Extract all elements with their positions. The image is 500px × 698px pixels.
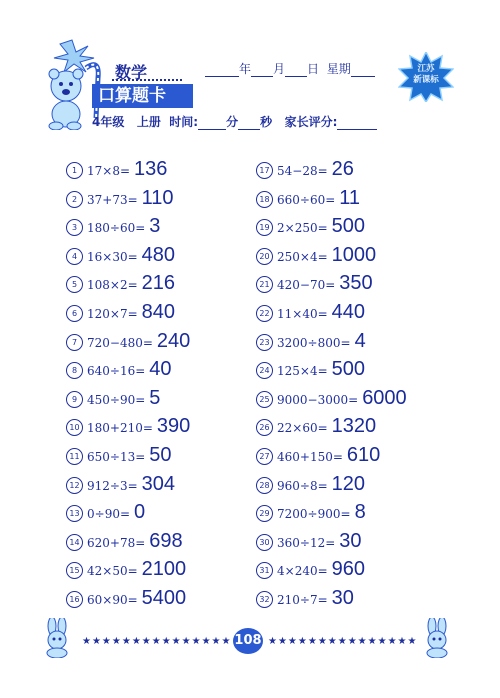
problem-number: 31 xyxy=(256,562,273,579)
problem-expression: 210÷7= xyxy=(277,593,328,607)
month-blank[interactable] xyxy=(251,64,273,77)
problem-number: 10 xyxy=(66,419,83,436)
handwritten-answer[interactable]: 500 xyxy=(331,215,366,238)
problem-row xyxy=(256,301,365,327)
problem-row xyxy=(66,215,160,241)
handwritten-answer[interactable]: 4 xyxy=(354,329,366,352)
handwritten-answer[interactable]: 2100 xyxy=(141,558,187,581)
parent-score-blank[interactable] xyxy=(337,117,377,130)
handwritten-answer[interactable]: 120 xyxy=(331,472,366,495)
problem-expression: 640÷16= xyxy=(87,364,146,379)
handwritten-answer[interactable]: 390 xyxy=(156,415,191,438)
problem-row xyxy=(66,444,172,470)
problem-number: 23 xyxy=(256,334,273,351)
problem-number: 30 xyxy=(256,534,273,551)
problem-row xyxy=(256,158,354,184)
handwritten-answer[interactable]: 5400 xyxy=(141,587,187,609)
problem-row xyxy=(256,272,373,298)
problem-row xyxy=(256,358,365,384)
minute-blank[interactable] xyxy=(198,117,226,130)
problem-row xyxy=(66,330,190,356)
page-number: 108 xyxy=(233,628,263,654)
dotted-divider xyxy=(112,79,182,81)
handwritten-answer[interactable]: 610 xyxy=(346,444,381,466)
handwritten-answer[interactable]: 350 xyxy=(339,272,373,295)
problem-row xyxy=(256,215,365,241)
problem-number: 24 xyxy=(256,362,273,379)
day-label: 日 xyxy=(307,62,320,76)
problem-expression: 650÷13= xyxy=(87,450,146,464)
problem-expression: 660÷60= xyxy=(277,192,336,207)
problem-expression: 0÷90= xyxy=(87,507,131,522)
handwritten-answer[interactable]: 6000 xyxy=(362,386,407,409)
problem-expression: 4×240= xyxy=(277,564,328,579)
problem-expression: 9000−3000= xyxy=(277,392,359,407)
problem-number: 17 xyxy=(256,162,273,179)
problem-row xyxy=(256,473,365,499)
problem-expression: 912÷3= xyxy=(87,478,138,493)
second-blank[interactable] xyxy=(238,117,260,130)
problem-number: 7 xyxy=(66,334,83,351)
problem-expression: 42×50= xyxy=(87,564,138,579)
problem-row xyxy=(66,301,175,327)
info-line xyxy=(92,113,377,130)
problem-row xyxy=(256,444,380,470)
problem-row xyxy=(66,558,186,584)
problem-number: 28 xyxy=(256,477,273,494)
problem-number: 18 xyxy=(256,191,273,208)
handwritten-answer[interactable]: 50 xyxy=(149,444,172,466)
problem-expression: 180÷60= xyxy=(87,221,146,236)
second-label: 秒 xyxy=(260,115,273,129)
badge-label xyxy=(404,64,448,86)
problem-row xyxy=(256,501,366,527)
badge-line2: 新课标 xyxy=(413,75,439,85)
problem-number: 16 xyxy=(66,591,83,608)
problem-expression: 720−480= xyxy=(87,335,153,350)
problem-row xyxy=(66,387,160,413)
problem-row xyxy=(66,272,175,298)
problem-number: 13 xyxy=(66,505,83,522)
problem-number: 26 xyxy=(256,419,273,436)
problem-expression: 16×30= xyxy=(87,249,138,264)
problem-number: 19 xyxy=(256,219,273,236)
problem-row xyxy=(66,358,172,384)
star-row-right: ★★★★★★★★★★★★★★★ xyxy=(268,636,418,647)
problem-expression: 120×7= xyxy=(87,307,138,321)
problem-number: 27 xyxy=(256,448,273,465)
problem-expression: 460+150= xyxy=(277,450,343,464)
handwritten-answer[interactable]: 304 xyxy=(141,472,176,495)
problem-number: 2 xyxy=(66,191,83,208)
bunny-icon xyxy=(40,618,76,658)
problem-expression: 17×8= xyxy=(87,164,131,178)
problem-expression: 11×40= xyxy=(277,307,328,321)
handwritten-answer[interactable]: 1320 xyxy=(331,415,377,438)
problem-number: 32 xyxy=(256,591,273,608)
problem-row xyxy=(256,415,376,441)
date-line xyxy=(205,60,375,77)
problem-expression: 360÷12= xyxy=(277,535,336,550)
term-label: 上册 xyxy=(136,115,161,129)
weekday-label: 星期 xyxy=(326,62,351,76)
problem-expression: 620+78= xyxy=(87,535,146,550)
problem-row xyxy=(256,244,376,270)
handwritten-answer[interactable]: 26 xyxy=(331,158,354,180)
problem-number: 5 xyxy=(66,276,83,293)
handwritten-answer[interactable]: 840 xyxy=(141,301,176,323)
problem-expression: 960÷8= xyxy=(277,478,328,493)
handwritten-answer[interactable]: 216 xyxy=(141,272,176,295)
problem-expression: 54−28= xyxy=(277,164,328,178)
handwritten-answer[interactable]: 8 xyxy=(354,501,366,524)
problem-expression: 60×90= xyxy=(87,593,138,607)
handwritten-answer[interactable]: 136 xyxy=(134,158,168,180)
problem-row xyxy=(66,530,183,556)
page-title: 口算题卡 xyxy=(92,84,193,108)
handwritten-answer[interactable]: 30 xyxy=(339,529,362,552)
day-blank[interactable] xyxy=(285,64,307,77)
grade-label: 4年级 xyxy=(92,115,125,129)
problem-number: 15 xyxy=(66,562,83,579)
problem-row xyxy=(256,530,362,556)
handwritten-answer[interactable]: 30 xyxy=(331,587,354,609)
problem-number: 9 xyxy=(66,391,83,408)
problem-expression: 22×60= xyxy=(277,421,328,436)
problem-row xyxy=(66,501,145,527)
problem-row xyxy=(66,187,174,213)
bunny-icon xyxy=(420,618,456,658)
problem-row xyxy=(256,587,354,613)
problem-number: 1 xyxy=(66,162,83,179)
problem-expression: 450÷90= xyxy=(87,392,146,407)
problem-expression: 2×250= xyxy=(277,221,328,236)
weekday-blank[interactable] xyxy=(351,64,375,77)
handwritten-answer[interactable]: 110 xyxy=(141,186,174,209)
parent-score-label: 家长评分: xyxy=(284,115,338,129)
year-blank[interactable] xyxy=(205,64,239,77)
problem-row xyxy=(256,187,360,213)
handwritten-answer[interactable]: 500 xyxy=(331,358,366,381)
handwritten-answer[interactable]: 3 xyxy=(149,215,161,238)
handwritten-answer[interactable]: 240 xyxy=(156,329,191,352)
time-label: 时间: xyxy=(169,115,199,129)
handwritten-answer[interactable]: 0 xyxy=(134,501,146,524)
problem-row xyxy=(256,558,365,584)
handwritten-answer[interactable]: 1000 xyxy=(331,243,377,266)
handwritten-answer[interactable]: 40 xyxy=(149,358,172,381)
problem-number: 8 xyxy=(66,362,83,379)
handwritten-answer[interactable]: 480 xyxy=(141,243,176,266)
problem-number: 21 xyxy=(256,276,273,293)
problem-expression: 3200÷800= xyxy=(277,335,351,350)
problem-number: 4 xyxy=(66,248,83,265)
problem-number: 25 xyxy=(256,391,273,408)
handwritten-answer[interactable]: 440 xyxy=(331,301,366,323)
badge-line1: 江苏 xyxy=(417,64,435,74)
problem-expression: 7200÷900= xyxy=(277,507,351,522)
problem-expression: 108×2= xyxy=(87,278,138,293)
problem-expression: 250×4= xyxy=(277,249,328,264)
handwritten-answer[interactable]: 698 xyxy=(149,529,183,552)
minute-label: 分 xyxy=(226,115,239,129)
problem-row xyxy=(66,244,175,270)
handwritten-answer[interactable]: 5 xyxy=(149,386,161,409)
problem-number: 22 xyxy=(256,305,273,322)
subject-label: 数学 xyxy=(115,63,148,82)
problem-number: 29 xyxy=(256,505,273,522)
problem-row xyxy=(66,473,175,499)
problem-row xyxy=(256,330,366,356)
problem-number: 20 xyxy=(256,248,273,265)
problem-number: 6 xyxy=(66,305,83,322)
problem-expression: 37+73= xyxy=(87,192,138,207)
month-label: 月 xyxy=(273,62,286,76)
star-row-left: ★★★★★★★★★★★★★★★ xyxy=(82,636,232,647)
handwritten-answer[interactable]: 960 xyxy=(331,558,366,581)
problem-row xyxy=(256,387,407,413)
problem-expression: 180+210= xyxy=(87,421,153,436)
problem-row xyxy=(66,415,190,441)
problem-expression: 125×4= xyxy=(277,364,328,379)
year-label: 年 xyxy=(239,62,252,76)
problem-number: 11 xyxy=(66,448,83,465)
problem-row xyxy=(66,158,167,184)
problem-number: 14 xyxy=(66,534,83,551)
problem-expression: 420−70= xyxy=(277,278,336,293)
problem-row xyxy=(66,587,186,613)
handwritten-answer[interactable]: 11 xyxy=(339,186,361,209)
problem-number: 3 xyxy=(66,219,83,236)
problem-number: 12 xyxy=(66,477,83,494)
